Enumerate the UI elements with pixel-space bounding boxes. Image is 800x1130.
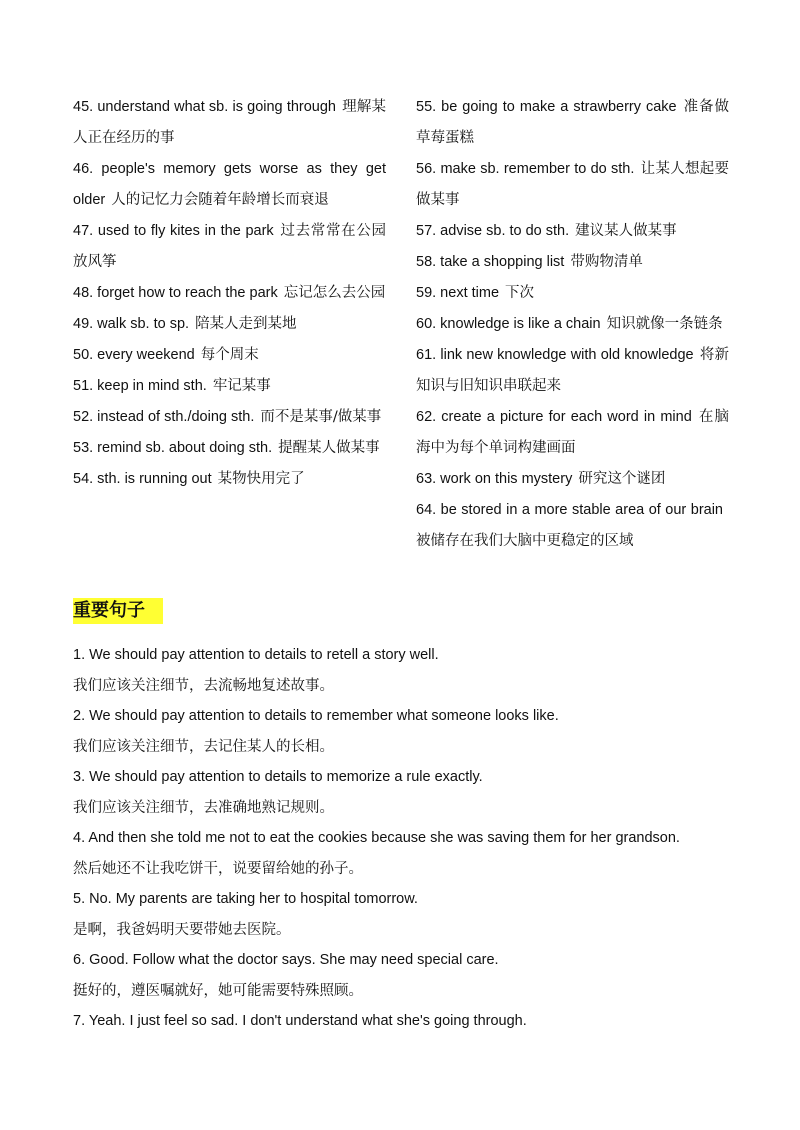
section-title: 重要句子 (73, 598, 163, 624)
phrase-item: 50. every weekend 每个周末 (73, 347, 259, 363)
key-sentences (73, 640, 733, 1037)
sentence-chinese: 挺好的，遵医嘱就好，她可能需要特殊照顾。 (73, 982, 363, 999)
phrase-item: 59. next time 下次 (416, 285, 535, 301)
sentence-chinese: 我们应该关注细节，去记住某人的长相。 (73, 738, 334, 755)
phrase-item: 47. used to fly kites in the park 过去常常在公园放风筝 (73, 223, 387, 270)
phrase-item: 46. people's memory gets worse as they get older 人的记忆力会随着年龄增长而衰退 (73, 161, 386, 208)
phrase-item: 56. make sb. remember to do sth. 让某人想起要做某事 (416, 161, 730, 208)
phrase-item: 48. forget how to reach the park 忘记怎么去公园 (73, 285, 386, 301)
phrase-item: 64. be stored in a more stable area of our brain被储存在我们大脑中更稳定的区域 (416, 502, 723, 549)
phrase-item: 54. sth. is running out 某物快用完了 (73, 471, 305, 487)
phrase-item: 53. remind sb. about doing sth. 提醒某人做某事 (73, 440, 380, 456)
phrase-item: 55. be going to make a strawberry cake 准备做草莓蛋糕 (416, 99, 730, 146)
sentence-english: 5. No. My parents are taking her to hospital tomorrow. (73, 891, 418, 907)
sentence-chinese: 我们应该关注细节，去流畅地复述故事。 (73, 677, 334, 694)
sentence-english: 6. Good. Follow what the doctor says. She may need special care. (73, 952, 499, 968)
phrase-columns (73, 92, 729, 557)
phrase-item: 52. instead of sth./doing sth. 而不是某事/做某事 (73, 409, 382, 425)
sentence-english: 4. And then she told me not to eat the cookies because she was saving them for her grandson. (73, 830, 680, 846)
phrase-item: 60. knowledge is like a chain 知识就像一条链条 (416, 316, 723, 332)
phrase-item: 58. take a shopping list 带购物清单 (416, 254, 643, 270)
phrase-column-left (73, 92, 386, 557)
phrase-column-right (416, 92, 729, 557)
phrase-item: 51. keep in mind sth. 牢记某事 (73, 378, 271, 394)
sentence-chinese: 我们应该关注细节，去准确地熟记规则。 (73, 799, 334, 816)
phrase-item: 57. advise sb. to do sth. 建议某人做某事 (416, 223, 677, 239)
phrase-item: 63. work on this mystery 研究这个谜团 (416, 471, 666, 487)
phrase-item: 62. create a picture for each word in mind 在脑海中为每个单词构建画面 (416, 409, 730, 456)
sentence-english: 3. We should pay attention to details to memorize a rule exactly. (73, 769, 483, 785)
phrase-item: 49. walk sb. to sp. 陪某人走到某地 (73, 316, 297, 332)
sentence-chinese: 是啊，我爸妈明天要带她去医院。 (73, 921, 291, 938)
sentence-chinese: 然后她还不让我吃饼干，说要留给她的孙子。 (73, 860, 363, 877)
sentence-english: 1. We should pay attention to details to retell a story well. (73, 647, 439, 663)
sentence-english: 2. We should pay attention to details to remember what someone looks like. (73, 708, 559, 724)
phrase-item: 45. understand what sb. is going through 理解某人正在经历的事 (73, 99, 387, 146)
phrase-item: 61. link new knowledge with old knowledge 将新知识与旧知识串联起来 (416, 347, 730, 394)
sentence-english: 7. Yeah. I just feel so sad. I don't understand what she's going through. (73, 1013, 527, 1029)
